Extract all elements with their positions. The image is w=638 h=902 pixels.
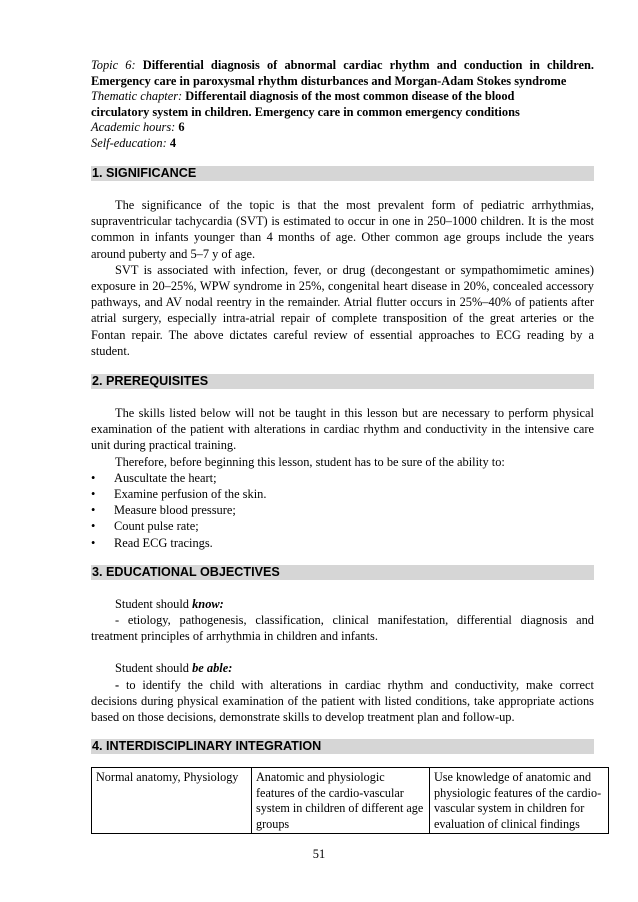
hours-value: 6 [178, 120, 185, 134]
chapter-title-1: Differentail diagnosis of the most common disease of the blood [185, 89, 515, 103]
prerequisites-paragraph-2: Therefore, before beginning this lesson, student has to be sure of the ability to: [115, 454, 505, 469]
prerequisites-paragraph-1: The skills listed below will not be taught in this lesson but are necessary to perform physical examination of the patient with alterations in cardiac rhythm and conductivity in the intensive care unit during practical training. [91, 406, 594, 453]
hours-label: Academic hours: [91, 120, 176, 134]
bullet-icon: • [91, 535, 96, 550]
able-heading: Student should be able: [115, 661, 233, 676]
chapter-line-1 [91, 89, 594, 105]
self-value: 4 [169, 135, 177, 150]
list-item: • Measure blood pressure; [91, 503, 236, 518]
know-emphasis: know: [192, 596, 224, 611]
topic-line-2 [91, 74, 594, 90]
bullet-icon: • [91, 519, 96, 534]
section-heading-prerequisites: 2. PREREQUISITES [91, 374, 594, 389]
academic-hours [91, 120, 594, 136]
topic-label: Topic 6: [91, 58, 136, 72]
able-emphasis: be able: [192, 661, 233, 676]
page-number: 51 [312, 847, 326, 861]
significance-paragraph-1: The significance of the topic is that the most prevalent form of pediatric arrhythmias, supraventricular tachycardia (SVT) is estimated to occur in one in 250–1000 children. It is the most common in infants younger than 4 months of age. Other common age groups include the years around puberty and 5–7 y of age. [91, 198, 594, 261]
bullet-icon: • [91, 503, 96, 518]
chapter-line-2 [91, 105, 594, 121]
self-label: Self-education: [91, 135, 167, 150]
chapter-title-2: circulatory system in children. Emergency care in common emergency conditions [91, 104, 520, 119]
topic-title-2: Emergency care in paroxysmal rhythm disturbances and Morgan-Adam Stokes syndrome [91, 73, 567, 88]
section-heading-objectives: 3. EDUCATIONAL OBJECTIVES [91, 565, 594, 580]
self-education [91, 136, 594, 152]
bullet-icon: • [91, 470, 96, 485]
able-paragraph: - to identify the child with alterations in cardiac rhythm and conductivity, make correct decisions during physical examination of the patient with listed conditions, take appropriate actions based on those decisions, demonstrate skills to develop treatment plan and follow-up. [91, 677, 594, 725]
bullet-icon: • [91, 487, 96, 502]
topic-header [91, 58, 594, 151]
integration-table [91, 767, 609, 834]
topic-line-1 [91, 58, 594, 74]
table-row [92, 768, 609, 834]
list-item: • Count pulse rate; [91, 519, 199, 534]
section-heading-significance: 1. SIGNIFICANCE [91, 166, 594, 181]
chapter-label: Thematic chapter: [91, 89, 183, 103]
know-heading: Student should know: [115, 596, 224, 611]
table-cell: Anatomic and physiologic features of the cardio-vascular system in children of different age groups [252, 768, 430, 834]
know-paragraph: - etiology, pathogenesis, classification, clinical manifestation, differential diagnosis and treatment principles of arrhythmia in children and infants. [91, 613, 594, 644]
list-item: • Read ECG tracings. [91, 535, 213, 550]
list-item: • Auscultate the heart; [91, 470, 217, 485]
table-cell: Normal anatomy, Physiology [92, 768, 252, 834]
list-item: • Examine perfusion of the skin. [91, 487, 267, 502]
prerequisites-list [91, 470, 594, 551]
page-content [91, 58, 602, 834]
topic-title-1: Differential diagnosis of abnormal cardiac rhythm and conduction in children. [142, 58, 594, 72]
significance-paragraph-2: SVT is associated with infection, fever, or drug (decongestant or sympathomimetic amines) exposure in 20–25%, WPW syndrome in 25%, congenital heart disease in 20%, concealed accessory pathways, and AV nodal reentry in the remainder. Atrial flutter occurs in 25%–40% of patients after atrial surgery, especially intra-atrial repair of complete transposition of the great arteries or the Fontan repair. The above dictates careful review of essential approaches to ECG reading by a student. [91, 262, 594, 358]
table-cell: Use knowledge of anatomic and physiologic features of the cardio-vascular system in children for evaluation of clinical findings [430, 768, 609, 834]
section-heading-integration: 4. INTERDISCIPLINARY INTEGRATION [91, 739, 594, 754]
